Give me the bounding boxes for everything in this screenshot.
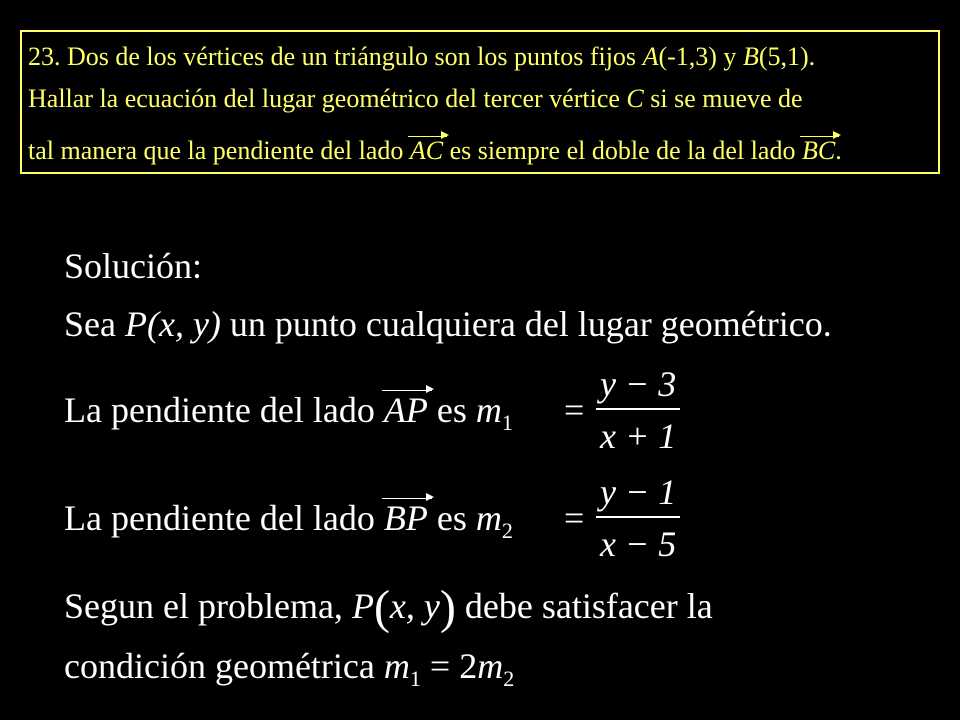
slope-bp-line	[64, 500, 513, 542]
solution-line-4	[64, 581, 713, 634]
problem-line-3	[28, 138, 842, 164]
fraction-bar	[596, 408, 680, 410]
fraction-ap-denominator: x + 1	[600, 416, 677, 456]
problem-line-2	[28, 86, 803, 112]
solution-heading: Solución:	[64, 246, 203, 286]
slope-ap-text: La pendiente del lado	[64, 390, 384, 430]
solution-line-5	[64, 648, 514, 690]
problem-line-1-text: 23. Dos de los vértices de un triángulo son los puntos fijos	[28, 42, 643, 71]
equals-sign-bp: =	[564, 498, 585, 538]
vector-ap-label: AP	[383, 390, 428, 430]
vector-ac-label: AC	[409, 136, 444, 165]
m1-subscript: 1	[501, 410, 513, 435]
solution-line-1	[64, 306, 832, 342]
m1-symbol: m	[383, 646, 410, 686]
fraction-ap-numerator: y − 3	[600, 364, 677, 404]
slope-ap-line	[64, 392, 513, 434]
vector-arrow-icon	[382, 382, 432, 391]
slope-bp-text: La pendiente del lado	[64, 498, 384, 538]
problem-line-1	[28, 44, 815, 70]
m1-subscript: 1	[409, 666, 421, 691]
equals-sign-ap: =	[564, 390, 585, 430]
open-paren: (	[373, 581, 390, 634]
slope-bp-es: es	[427, 498, 476, 538]
solution-line-4-end: debe satisfacer la	[455, 586, 713, 626]
slope-ap-es: es	[427, 390, 476, 430]
solution-line-4-text: Segun el problema,	[64, 586, 352, 626]
vector-arrow-icon	[382, 490, 432, 499]
fraction-bp-denominator: x − 5	[600, 524, 677, 564]
problem-line-2-text: Hallar la ecuación del lugar geométrico del tercer vértice	[28, 84, 627, 113]
problem-statement-box	[20, 30, 940, 174]
vertex-c-label: C	[626, 84, 644, 113]
vector-bp-label: BP	[383, 498, 428, 538]
point-b-label: B	[742, 42, 759, 71]
point-p-label: P	[124, 304, 147, 344]
fraction-bp	[596, 474, 680, 562]
problem-line-2-end: si se mueve de	[643, 84, 803, 113]
problem-line-3-end: .	[835, 136, 842, 165]
point-a-coords: (-1,3) y	[658, 42, 743, 71]
fraction-bar	[596, 516, 680, 518]
problem-line-3-text: tal manera que la pendiente del lado	[28, 136, 410, 165]
m2-symbol: m	[477, 646, 504, 686]
m1-symbol: m	[475, 390, 502, 430]
fraction-bp-numerator: y − 1	[600, 472, 677, 512]
vector-bp	[384, 500, 428, 536]
vector-bc-label: BC	[801, 136, 836, 165]
vector-ac	[410, 138, 443, 164]
m2-symbol: m	[475, 498, 502, 538]
vector-ap	[384, 392, 428, 428]
point-p-xy: x, y	[389, 586, 440, 626]
solution-line-1-text: Sea	[64, 304, 125, 344]
point-p-coords: (x, y)	[146, 304, 221, 344]
solution-line-5-text: condición geométrica	[64, 646, 384, 686]
vector-bc	[802, 138, 835, 164]
point-a-label: A	[642, 42, 659, 71]
equals-sign: =	[420, 646, 460, 686]
m2-subscript: 2	[501, 518, 513, 543]
vector-arrow-icon	[800, 128, 839, 137]
fraction-ap	[596, 366, 680, 454]
m2-subscript: 2	[503, 666, 515, 691]
solution-line-1-end: un punto cualquiera del lugar geométrico.	[220, 304, 832, 344]
problem-line-3-mid: es siempre el doble de la del lado	[443, 136, 802, 165]
coefficient-two: 2	[459, 646, 478, 686]
vector-arrow-icon	[408, 128, 447, 137]
point-p-label: P	[351, 586, 374, 626]
point-b-coords: (5,1).	[758, 42, 816, 71]
close-paren: )	[439, 581, 456, 634]
